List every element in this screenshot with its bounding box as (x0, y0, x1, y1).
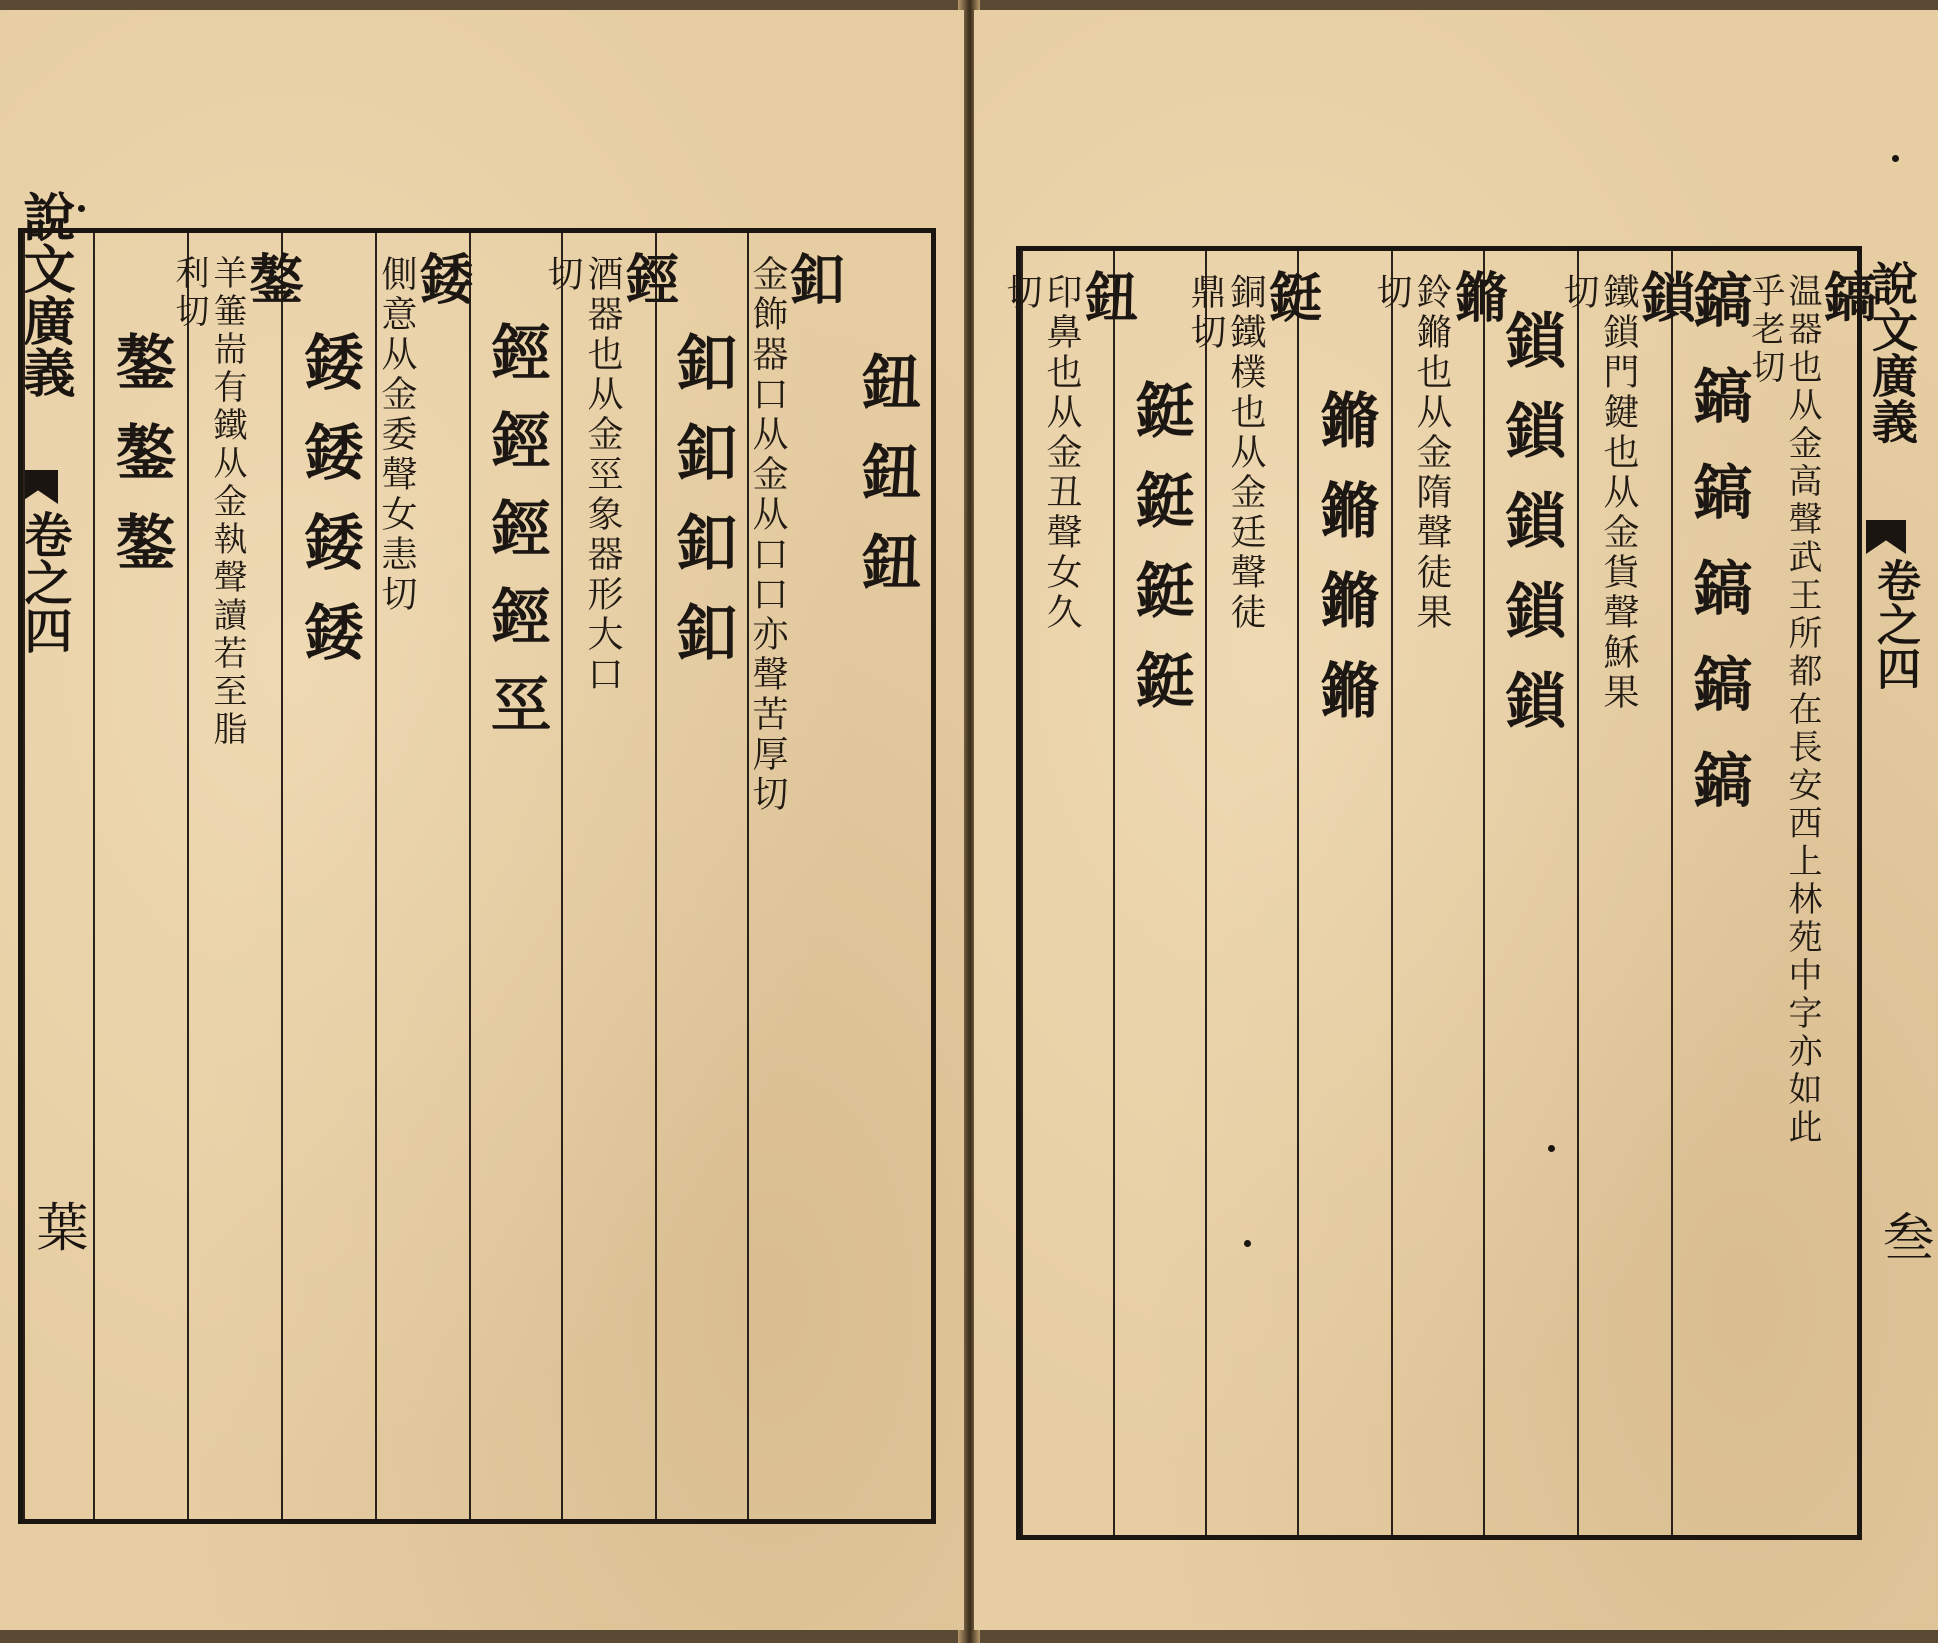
head-character: 鏅 (1446, 269, 1510, 323)
left-col-2 (747, 233, 846, 1519)
entry-head (747, 251, 846, 815)
right-page (974, 10, 1938, 1630)
entry-head (1371, 269, 1510, 653)
seal-forms: 鎖鎖鎖鎖鎖 (1496, 309, 1566, 759)
right-margin-title: 說文廣義 (1865, 260, 1919, 444)
entry-head (1558, 269, 1697, 713)
head-character: 鏊 (241, 251, 305, 305)
entry-head (1001, 269, 1140, 653)
head-character: 鋌 (1260, 269, 1324, 323)
seal-forms: 鈕鈕鈕 (851, 351, 922, 621)
ink-dot (78, 205, 85, 212)
left-margin-title: 說文廣義 (14, 190, 75, 398)
right-col-7 (1185, 251, 1324, 1535)
gloss-text: 酒器也从金巠象器形大口切 (542, 255, 623, 695)
seal-forms: 鏅鏅鏅鏅 (1310, 389, 1380, 749)
head-character: 錗 (411, 251, 475, 305)
gloss-text: 銅鐵樸也从金廷聲徒鼎切 (1185, 273, 1266, 633)
gloss-text: 温器也从金高聲武王所都在長安西上林苑中字亦如此乎老切 (1745, 273, 1822, 1147)
right-margin-volume: 卷之四 (1869, 558, 1920, 690)
head-character: 鈕 (1076, 269, 1140, 323)
left-col-1 (837, 233, 936, 1519)
head-character: 鎬 (1815, 269, 1879, 323)
gloss-text: 鈴鏅也从金隋聲徒果切 (1371, 273, 1452, 633)
left-col-8 (169, 233, 305, 1519)
seal-forms: 釦釦釦釦 (667, 331, 737, 691)
left-col-4 (542, 233, 681, 1519)
head-character: 鎖 (1633, 269, 1697, 323)
seal-forms: 鎬鎬鎬鎬鎬鎬 (1683, 269, 1753, 845)
seal-forms: 鏊鏊鏊 (106, 331, 176, 601)
seal-forms: 鋌鋌鋌鋌 (1125, 379, 1195, 739)
right-col-1 (1745, 251, 1879, 1535)
entry-head (542, 251, 681, 695)
left-page (0, 10, 964, 1630)
right-col-5 (1371, 251, 1510, 1535)
gloss-text: 印鼻也从金丑聲女久切 (1001, 273, 1082, 633)
right-col-9 (1001, 251, 1140, 1535)
left-col-9 (93, 233, 187, 1519)
seal-forms: 錗錗錗錗 (294, 331, 364, 691)
left-text-frame (18, 228, 936, 1524)
entry-head (376, 251, 475, 615)
gloss-text: 側意从金委聲女恚切 (376, 255, 417, 615)
right-col-3 (1558, 251, 1697, 1535)
seal-forms: 鋞鋞鋞鋞巠 (481, 321, 551, 761)
gloss-text: 金飾器口从金从口口亦聲苦厚切 (747, 255, 788, 815)
entry-head (169, 251, 305, 775)
left-col-10 (23, 233, 93, 1519)
left-margin-volume: 卷之四 (16, 510, 72, 654)
left-col-5 (469, 233, 561, 1519)
gloss-text: 鐵鎖門鍵也从金貨聲穌果切 (1558, 273, 1639, 713)
right-text-frame (1001, 246, 1879, 1540)
head-character: 釦 (782, 251, 846, 305)
right-margin-folio: 叁 (1873, 1210, 1933, 1262)
entry-head (1185, 269, 1324, 653)
entry-head (1745, 269, 1879, 1173)
left-col-6 (375, 233, 475, 1519)
ink-dot (1892, 155, 1899, 162)
head-character: 鋞 (617, 251, 681, 305)
gloss-text: 羊箠耑有鐵从金執聲讀若至脂利切 (169, 255, 247, 749)
left-margin-folio: 葉 (27, 1200, 87, 1252)
